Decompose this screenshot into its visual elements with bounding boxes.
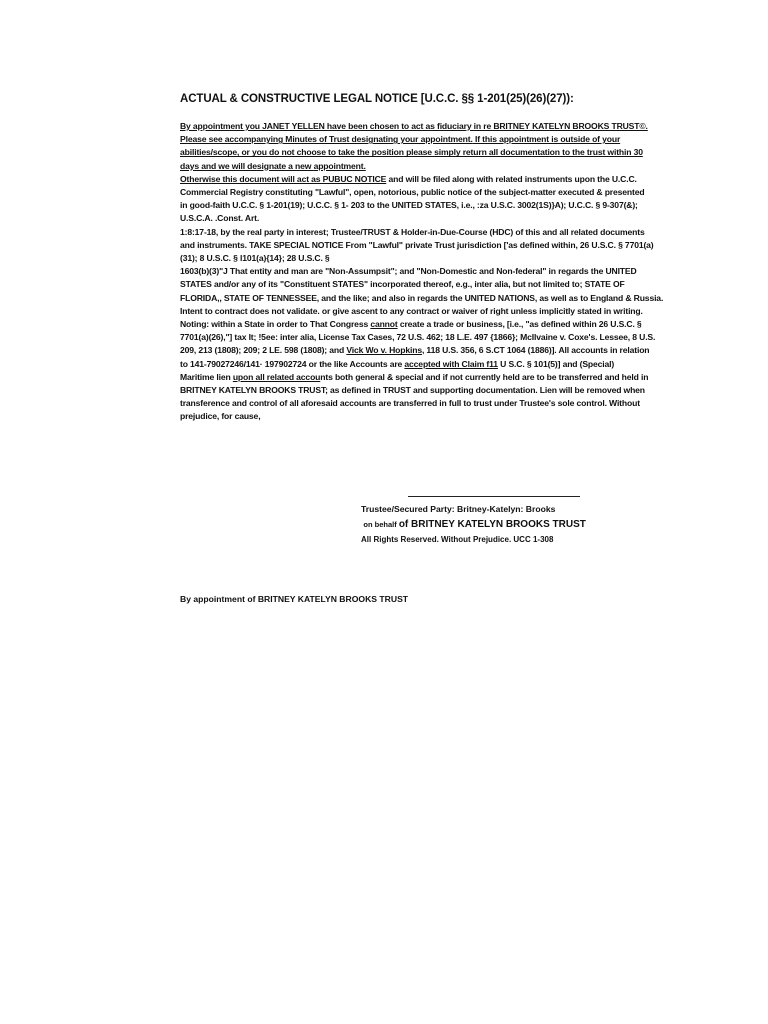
body-line: 1603(b)(3)"J That entity and man are "Non-Assumpsit"; and "Non-Domestic and Non-federal" in regards the UNITED [180,266,637,277]
body-line: 1:8:17-18, by the real party in interest; Trustee/TRUST & Holder-in-Due-Course (HDC) of this and all related documents [180,226,645,237]
rights-reserved: All Rights Reserved. Without Prejudice. UCC 1-308 [361,535,554,544]
signature-block [361,502,586,547]
body-line: Please see accompanying Minutes of Trust designating your appointment. If this appointment is outside of your [180,134,621,145]
body-line: 7701(a)(26),"] tax It; !5ee: inter alia, License Tax Cases, 72 U.S. 462; 18 L.E. 497 {1866}; McIlvaine v. Coxe's. Lessee, 8 U.S. [180,332,656,343]
body-line: BRITNEY KATELYN BROOKS TRUST; as defined in TRUST and supporting documentation. Lien will be removed when [180,385,645,396]
body-line: (31); 8 U.S.C. § l101(a){14}; 28 U.S.C. § [180,253,330,264]
body-line: prejudice, for cause, [180,411,261,422]
body-line: Maritime lien upon all related accounts both general & special and if not currently held are to be transferred and held in [180,371,649,382]
body-line: and instruments. TAKE SPECIAL NOTICE From "Lawful" private Trust jurisdiction ['as defined within, 26 U.S.C. § 7701(a) [180,239,654,250]
body-line: FLORIDA,, STATE OF TENNESSEE, and the like; and also in regards the UNITED NATIONS, as well as to England & Russia. [180,292,664,303]
notice-body [180,120,686,424]
body-line: transference and control of all aforesaid accounts are transferred in full to trust under Trustee's sole control. Without [180,398,640,409]
signature-line [408,496,580,497]
body-line: STATES and/or any of its "Constituent STATES" incorporated thereof, e.g., inter alia, but not limited to; STATE OF [180,279,625,290]
body-line: Otherwise this document will act as PUBUC NOTICE and will be filed along with related instruments upon the U.C.C. [180,173,637,184]
body-line: 209, 213 (1808); 209; 2 LE. 598 (1808); and Vick Wo v. Hopkins, 118 U.S. 356, 6 S.CT 1064 (1886)]. All accounts in relation [180,345,650,356]
body-line: Noting: within a State in order to That Congress cannot create a trade or business, [i.e., "as defined within 26 U.S.C. § [180,319,642,330]
footer-appointment: By appointment of BRITNEY KATELYN BROOKS TRUST [180,594,409,604]
body-line: By appointment you JANET YELLEN have been chosen to act as fiduciary in re BRITNEY KATELYN BROOKS TRUST©. [180,121,648,131]
body-line: abilities/scope, or you do not choose to take the position please simply return all documentation to the trust within 30 [180,147,643,158]
body-line: in good-faith U.C.C. § 1-201(19); U.C.C. § 1- 203 to the UNITED STATES, i.e., :za U.S.C. 3002(1S)}A); U.C.C. § 9-307(&); [180,200,638,211]
signatory-party: Trustee/Secured Party: Britney-Katelyn: Brooks [361,504,556,514]
notice-title: ACTUAL & CONSTRUCTIVE LEGAL NOTICE [U.C.C. §§ 1-201(25)(26)(27)): [180,93,574,105]
body-line: to 141-79027246/141· 197902724 or the like Accounts are accepted with Claim f11 U S.C. § 101(5)] and (Special) [180,358,615,369]
body-line: U.S.C.A. .Const. Art. [180,213,260,224]
body-line: Commercial Registry constituting "Lawful", open, notorious, public notice of the subject-matter executed & presented [180,187,645,198]
signatory-behalf: on behalf of BRITNEY KATELYN BROOKS TRUST [363,519,586,530]
body-line: Intent to contract does not validate. or give ascent to any contract or waiver of right unless implicitly stated in writing. [180,305,643,316]
body-line: days and we will designate a new appointment. [180,160,366,171]
